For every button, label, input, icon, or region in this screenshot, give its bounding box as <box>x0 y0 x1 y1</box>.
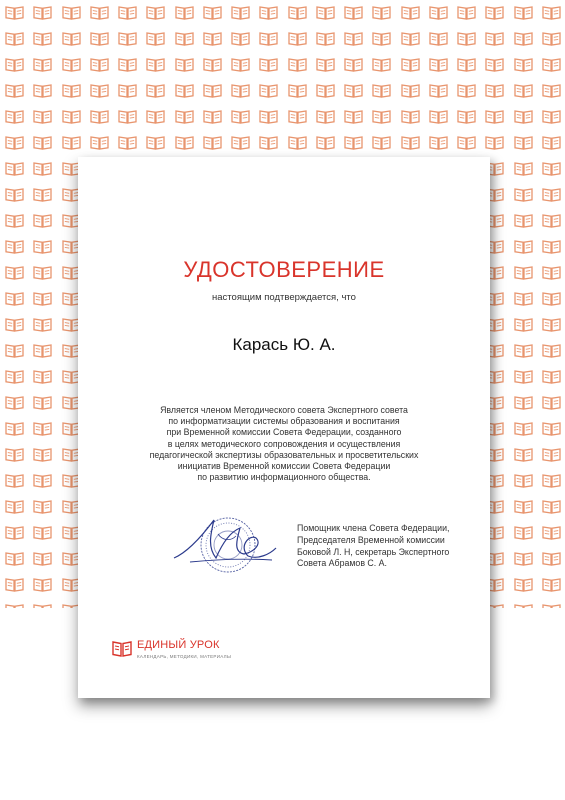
open-book-icon <box>198 52 226 78</box>
open-book-icon <box>509 546 537 572</box>
open-book-icon <box>367 78 395 104</box>
open-book-icon <box>226 104 254 130</box>
logo-subtitle: КАЛЕНДАРЬ, МЕТОДИКИ, МАТЕРИАЛЫ <box>137 654 232 659</box>
open-book-icon <box>28 390 56 416</box>
open-book-icon <box>0 156 28 182</box>
open-book-icon <box>367 0 395 26</box>
open-book-icon <box>537 208 565 234</box>
open-book-icon <box>0 182 28 208</box>
open-book-icon <box>283 52 311 78</box>
open-book-icon <box>28 468 56 494</box>
open-book-icon <box>113 130 141 156</box>
open-book-icon <box>509 182 537 208</box>
open-book-icon <box>0 26 28 52</box>
open-book-icon <box>537 598 565 608</box>
certificate-sheet <box>78 157 490 698</box>
open-book-icon <box>339 0 367 26</box>
open-book-icon <box>311 0 339 26</box>
open-book-icon <box>28 260 56 286</box>
open-book-icon <box>254 78 282 104</box>
open-book-icon <box>28 182 56 208</box>
open-book-icon <box>28 312 56 338</box>
open-book-icon <box>28 0 56 26</box>
open-book-icon <box>480 26 508 52</box>
open-book-icon <box>0 598 28 608</box>
open-book-icon <box>226 78 254 104</box>
open-book-icon <box>509 286 537 312</box>
open-book-icon <box>85 78 113 104</box>
open-book-icon <box>537 104 565 130</box>
open-book-icon <box>28 546 56 572</box>
open-book-icon <box>28 494 56 520</box>
open-book-icon <box>480 130 508 156</box>
open-book-icon <box>537 26 565 52</box>
open-book-icon <box>537 156 565 182</box>
open-book-icon <box>198 78 226 104</box>
open-book-icon <box>254 52 282 78</box>
open-book-icon <box>509 104 537 130</box>
open-book-icon <box>537 312 565 338</box>
open-book-icon <box>0 52 28 78</box>
open-book-icon <box>367 52 395 78</box>
open-book-icon <box>396 26 424 52</box>
open-book-icon <box>141 0 169 26</box>
open-book-icon <box>141 52 169 78</box>
open-book-icon <box>57 104 85 130</box>
open-book-icon <box>452 104 480 130</box>
body-line: по развитию информационного общества. <box>197 472 371 483</box>
open-book-icon <box>537 390 565 416</box>
open-book-icon <box>0 208 28 234</box>
open-book-icon <box>311 130 339 156</box>
open-book-icon <box>28 78 56 104</box>
open-book-icon <box>198 0 226 26</box>
body-line: в целях методического сопровождения и осуществления <box>167 438 401 449</box>
open-book-icon <box>537 468 565 494</box>
signer-line: Председателя Временной комиссии <box>297 534 445 545</box>
open-book-icon <box>537 52 565 78</box>
signer-line: Совета Абрамов С. А. <box>297 558 387 569</box>
open-book-icon <box>198 104 226 130</box>
open-book-icon <box>396 104 424 130</box>
open-book-icon <box>226 0 254 26</box>
open-book-icon <box>509 442 537 468</box>
open-book-icon <box>396 78 424 104</box>
open-book-icon <box>537 130 565 156</box>
recipient-name: Карась Ю. А. <box>232 335 336 354</box>
open-book-icon <box>509 468 537 494</box>
open-book-icon <box>0 0 28 26</box>
body-line: по информатизации системы образования и воспитания <box>168 416 400 427</box>
certificate-title: УДОСТОВЕРЕНИЕ <box>183 257 385 282</box>
open-book-icon <box>0 364 28 390</box>
open-book-icon <box>509 156 537 182</box>
open-book-icon <box>57 26 85 52</box>
open-book-icon <box>0 338 28 364</box>
open-book-icon <box>0 78 28 104</box>
open-book-icon <box>339 130 367 156</box>
open-book-icon <box>509 364 537 390</box>
open-book-icon <box>537 364 565 390</box>
open-book-icon <box>509 520 537 546</box>
signer-line: Помощник члена Совета Федерации, <box>297 523 450 533</box>
open-book-icon <box>480 78 508 104</box>
open-book-icon <box>283 26 311 52</box>
open-book-icon <box>113 52 141 78</box>
open-book-icon <box>141 104 169 130</box>
logo-title: ЕДИНЫЙ УРОК <box>137 639 220 651</box>
open-book-icon <box>0 390 28 416</box>
open-book-icon <box>57 0 85 26</box>
open-book-icon <box>170 130 198 156</box>
open-book-icon <box>141 130 169 156</box>
open-book-icon <box>339 78 367 104</box>
open-book-icon <box>537 286 565 312</box>
open-book-icon <box>509 234 537 260</box>
open-book-icon <box>537 234 565 260</box>
open-book-icon <box>28 598 56 608</box>
open-book-icon <box>396 0 424 26</box>
open-book-icon <box>509 416 537 442</box>
open-book-icon <box>509 598 537 608</box>
open-book-icon <box>480 104 508 130</box>
open-book-icon <box>0 234 28 260</box>
open-book-icon <box>113 0 141 26</box>
open-book-icon <box>85 52 113 78</box>
open-book-icon <box>311 78 339 104</box>
open-book-icon <box>424 52 452 78</box>
open-book-icon <box>509 52 537 78</box>
open-book-icon <box>311 52 339 78</box>
open-book-icon <box>509 312 537 338</box>
open-book-icon <box>311 26 339 52</box>
open-book-icon <box>226 52 254 78</box>
open-book-icon <box>537 416 565 442</box>
logo <box>112 637 262 667</box>
open-book-icon <box>537 182 565 208</box>
open-book-icon <box>509 338 537 364</box>
open-book-icon <box>141 78 169 104</box>
open-book-icon <box>28 52 56 78</box>
open-book-icon <box>0 520 28 546</box>
open-book-icon <box>424 78 452 104</box>
open-book-icon <box>537 442 565 468</box>
open-book-icon <box>283 104 311 130</box>
open-book-icon <box>226 26 254 52</box>
open-book-icon <box>28 442 56 468</box>
open-book-icon <box>396 130 424 156</box>
open-book-icon <box>537 546 565 572</box>
open-book-icon <box>113 78 141 104</box>
open-book-icon <box>339 52 367 78</box>
open-book-icon <box>537 78 565 104</box>
open-book-icon <box>85 130 113 156</box>
open-book-icon <box>480 0 508 26</box>
open-book-icon <box>424 26 452 52</box>
open-book-icon <box>537 572 565 598</box>
open-book-icon <box>283 0 311 26</box>
open-book-icon <box>452 78 480 104</box>
open-book-icon <box>537 520 565 546</box>
signer-info <box>297 523 487 570</box>
open-book-icon <box>311 104 339 130</box>
body-line: педагогической экспертизы образовательных и просветительских <box>149 449 419 460</box>
open-book-icon <box>170 104 198 130</box>
open-book-icon <box>537 338 565 364</box>
open-book-icon <box>452 26 480 52</box>
signer-line: Боковой Л. Н, секретарь Экспертного <box>297 546 450 557</box>
open-book-icon <box>509 0 537 26</box>
open-book-icon <box>537 0 565 26</box>
open-book-icon <box>254 26 282 52</box>
open-book-icon <box>113 26 141 52</box>
open-book-icon <box>28 364 56 390</box>
open-book-icon <box>198 26 226 52</box>
open-book-icon <box>0 286 28 312</box>
open-book-icon <box>28 208 56 234</box>
open-book-icon <box>28 286 56 312</box>
open-book-icon <box>28 156 56 182</box>
open-book-icon <box>509 260 537 286</box>
open-book-icon <box>28 104 56 130</box>
open-book-icon <box>85 0 113 26</box>
body-line: инициатив Временной комиссии Совета Федерации <box>177 461 391 472</box>
open-book-icon <box>141 26 169 52</box>
open-book-icon <box>28 234 56 260</box>
open-book-icon <box>28 26 56 52</box>
open-book-icon <box>57 52 85 78</box>
open-book-icon <box>28 416 56 442</box>
open-book-icon <box>424 130 452 156</box>
open-book-icon <box>0 442 28 468</box>
open-book-icon <box>537 494 565 520</box>
open-book-icon <box>0 546 28 572</box>
open-book-icon <box>509 78 537 104</box>
open-book-icon <box>424 0 452 26</box>
open-book-icon <box>170 0 198 26</box>
open-book-icon <box>0 416 28 442</box>
open-book-icon <box>339 104 367 130</box>
open-book-icon <box>226 130 254 156</box>
open-book-icon <box>509 572 537 598</box>
open-book-icon <box>0 312 28 338</box>
open-book-icon <box>509 26 537 52</box>
open-book-icon <box>0 494 28 520</box>
open-book-icon <box>0 468 28 494</box>
body-line: Является членом Методического совета Экспертного совета <box>160 405 408 415</box>
open-book-icon <box>537 260 565 286</box>
open-book-icon <box>112 640 132 658</box>
open-book-icon <box>509 494 537 520</box>
confirm-line: настоящим подтверждается, что <box>212 292 356 303</box>
open-book-icon <box>254 130 282 156</box>
open-book-icon <box>198 130 226 156</box>
open-book-icon <box>452 130 480 156</box>
open-book-icon <box>424 104 452 130</box>
open-book-icon <box>452 52 480 78</box>
body-line: при Временной комиссии Совета Федерации, созданного <box>166 427 402 438</box>
certificate-body <box>108 405 460 483</box>
open-book-icon <box>0 130 28 156</box>
open-book-icon <box>283 130 311 156</box>
open-book-icon <box>509 390 537 416</box>
open-book-icon <box>480 52 508 78</box>
open-book-icon <box>0 572 28 598</box>
open-book-icon <box>367 104 395 130</box>
open-book-icon <box>509 208 537 234</box>
open-book-icon <box>396 52 424 78</box>
open-book-icon <box>57 78 85 104</box>
open-book-icon <box>28 130 56 156</box>
open-book-icon <box>339 26 367 52</box>
open-book-icon <box>254 0 282 26</box>
open-book-icon <box>367 26 395 52</box>
open-book-icon <box>367 130 395 156</box>
open-book-icon <box>509 130 537 156</box>
signature-with-stamp <box>170 514 280 576</box>
open-book-icon <box>28 338 56 364</box>
open-book-icon <box>85 26 113 52</box>
open-book-icon <box>283 78 311 104</box>
open-book-icon <box>170 78 198 104</box>
open-book-icon <box>28 520 56 546</box>
open-book-icon <box>28 572 56 598</box>
open-book-icon <box>0 104 28 130</box>
open-book-icon <box>57 130 85 156</box>
open-book-icon <box>170 26 198 52</box>
open-book-icon <box>254 104 282 130</box>
open-book-icon <box>452 0 480 26</box>
open-book-icon <box>85 104 113 130</box>
open-book-icon <box>113 104 141 130</box>
open-book-icon <box>0 260 28 286</box>
open-book-icon <box>170 52 198 78</box>
